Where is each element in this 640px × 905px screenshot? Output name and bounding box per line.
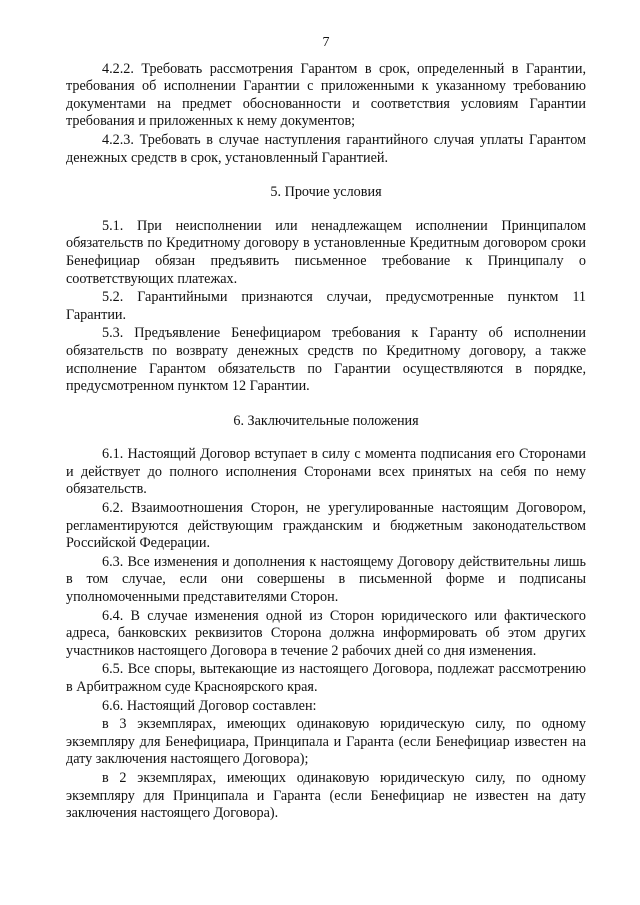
clause-4-2-2: 4.2.2. Требовать рассмотрения Гарантом в срок, определенный в Гарантии, требования об исполнении Гарантии с приложенными к указанному требованию документами на предмет обоснованности и соответствия условиям Гарантии требования и приложенных к нему документов;: [66, 60, 586, 130]
page-number: 7: [322, 35, 330, 50]
clause-5-3: 5.3. Предъявление Бенефициаром требования к Гаранту об исполнении обязательств по возврату денежных средств по Кредитному договору, а также исполнение Гарантом обязательств по Гарантии осуществляются в порядке, предусмотренном пунктом 12 Гарантии.: [66, 325, 586, 395]
clause-6-2: 6.2. Взаимоотношения Сторон, не урегулированные настоящим Договором, регламентируются действующим гражданским и бюджетным законодательством Российской Федерации.: [66, 500, 586, 552]
clause-6-5: 6.5. Все споры, вытекающие из настоящего Договора, подлежат рассмотрению в Арбитражном суде Красноярского края.: [66, 661, 586, 695]
clause-6-1: 6.1. Настоящий Договор вступает в силу с момента подписания его Сторонами и действует до полного исполнения Сторонами всех принятых на себя по нему обязательств.: [66, 446, 586, 498]
section-heading-6: 6. Заключительные положения: [233, 412, 419, 429]
clause-4-2-3: 4.2.3. Требовать в случае наступления гарантийного случая уплаты Гарантом денежных средств в срок, установленный Гарантией.: [66, 131, 586, 166]
clause-6-6-item-three-copies: в 3 экземплярах, имеющих одинаковую юридическую силу, по одному экземпляру для Бенефициара, Принципала и Гаранта (если Бенефициар известен на дату заключения настоящего Договора);: [66, 716, 586, 768]
clause-5-2: 5.2. Гарантийными признаются случаи, предусмотренные пунктом 11 Гарантии.: [66, 289, 586, 323]
section-heading-5: 5. Прочие условия: [270, 184, 382, 201]
clause-6-6-item-two-copies: в 2 экземплярах, имеющих одинаковую юридическую силу, по одному экземпляру для Принципала и Гаранта (если Бенефициар не известен на дату заключения настоящего Договора).: [66, 769, 586, 822]
clause-6-3: 6.3. Все изменения и дополнения к настоящему Договору действительны лишь в том случае, если они совершены в письменной форме и подписаны уполномоченными представителями Сторон.: [66, 553, 586, 606]
clause-6-4: 6.4. В случае изменения одной из Сторон юридического или фактического адреса, банковских реквизитов Сторона должна информировать об этом других участников настоящего Договора в течение 2 рабочих дней со дня изменения.: [66, 607, 586, 659]
clause-5-1: 5.1. При неисполнении или ненадлежащем исполнении Принципалом обязательств по Кредитному договору в установленные Кредитным договором сроки Бенефициар обязан предъявить письменное требование к Принципалу о соответствующих платежах.: [66, 217, 586, 287]
clause-6-6: 6.6. Настоящий Договор составлен:: [102, 697, 317, 714]
document-page: [66, 34, 586, 823]
